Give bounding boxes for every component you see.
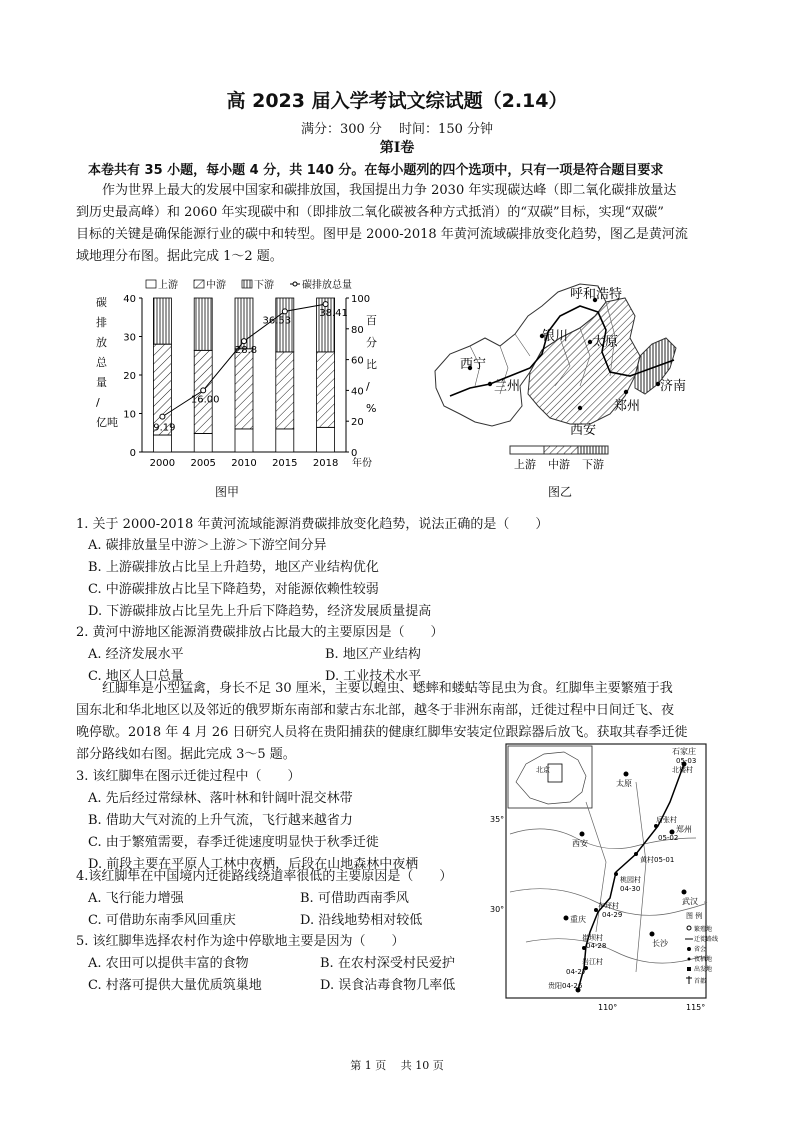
legend-label: 上游 (514, 458, 536, 471)
city-label: 太原 (592, 335, 619, 350)
legend-swatch (146, 280, 156, 288)
question-1 (76, 513, 548, 532)
total-emission-point (323, 302, 328, 307)
data-label: 16.00 (190, 394, 220, 406)
right-tick-label: 0 (351, 448, 358, 459)
legend-swatch (194, 280, 204, 288)
yellow-river-map (430, 276, 687, 476)
city-label: 呼和浩特 (570, 287, 623, 302)
place-label: 黄村05-01 (640, 856, 675, 864)
place-label: 04-28 (586, 942, 607, 950)
x-unit-label: 年份 (352, 458, 372, 469)
left-axis-label: 亿吨 (96, 416, 118, 429)
bar-segment-midstream (153, 344, 171, 435)
option: A. 碳排放量呈中游＞上游＞下游空间分异 (88, 538, 327, 553)
instructions: 本卷共有 35 小题，每小题 4 分，共 140 分。在每小题列的四个选项中，只有一项是符合题目要求 (88, 163, 664, 178)
data-label: 9.19 (153, 422, 176, 434)
right-tick-label: 40 (351, 386, 364, 398)
place-label: 武汉 (682, 897, 698, 906)
data-label: 38.41 (319, 308, 348, 320)
option: D. 前段主要在平原人工林中夜栖，后段在山地森林中夜栖 (88, 857, 419, 872)
place-label: 04-27 (566, 968, 587, 976)
passage-1-line: 作为世界上最大的发展中国家和碳排放国，我国提出力争 2030 年实现碳达峰（即二氧化碳排放量达 (102, 183, 677, 198)
x-tick-label: 2018 (312, 458, 339, 469)
right-tick-label: 80 (351, 324, 364, 336)
bar-segment-upstream (276, 429, 294, 452)
place-label: 重庆 (570, 915, 586, 924)
right-axis-label: % (366, 402, 377, 415)
page-footer: 第 1 页 共 10 页 (350, 1059, 444, 1072)
lat-label: 35° (490, 815, 505, 824)
city-label: 兰州 (494, 379, 521, 394)
place-label: 桃园村 (620, 876, 641, 884)
left-tick-label: 10 (123, 409, 136, 421)
volume-label: 第Ⅰ卷 (379, 140, 415, 156)
option: C. 村落可提供大量优质筑巢地 (88, 978, 262, 993)
option: B. 上游碳排放占比呈上升趋势，地区产业结构优化 (88, 560, 379, 575)
legend-label: 中游 (548, 458, 570, 471)
right-axis-label: 比 (366, 358, 377, 371)
inset-label: 北京 (536, 766, 550, 774)
question-stem: 4.该红脚隼在中国境内迁徙路线绕道率很低的主要原因是（ ） (76, 869, 453, 884)
bar-segment-upstream (317, 427, 335, 452)
migration-map (486, 742, 719, 1014)
question-stem: 3. 该红脚隼在图示迁徙过程中（ ） (76, 769, 301, 784)
left-axis-label: 量 (96, 376, 107, 389)
bar-segment-downstream (153, 298, 171, 344)
exam-title: 高 2023 届入学考试文综试题（2.14） (226, 90, 568, 112)
left-tick-label: 40 (123, 294, 136, 305)
city-label: 西宁 (460, 357, 487, 372)
legend-label: 碳排放总量 (302, 280, 352, 291)
place-label: 太原 (616, 779, 632, 788)
right-tick-label: 20 (351, 417, 364, 429)
place-label: 郑州 (676, 825, 692, 834)
passage-2-line: 部分路线如右图。据此完成 3～5 题。 (76, 747, 296, 762)
passage-1-line: 域地理分布图。据此完成 1～2 题。 (76, 249, 283, 264)
city-label: 济南 (660, 379, 687, 394)
question-stem: 5. 该红脚隼选择农村作为途中停歇地主要是因为（ ） (76, 934, 405, 949)
legend-label: 下游 (582, 458, 604, 471)
option: D. 沿线地势相对较低 (300, 913, 423, 928)
left-tick-label: 20 (123, 371, 136, 382)
legend-label: 下游 (254, 280, 274, 291)
option: B. 地区产业结构 (325, 647, 421, 662)
total-emission-point (242, 339, 247, 344)
passage-1 (76, 180, 726, 268)
legend-downstream-swatch (578, 446, 608, 454)
city-label: 西安 (570, 423, 597, 438)
x-tick-label: 2010 (231, 458, 257, 469)
map-legend-item: 省会 (694, 946, 707, 953)
legend-label: 上游 (158, 280, 178, 291)
option: C. 地区人口总量 (88, 669, 184, 684)
left-tick-label: 0 (129, 448, 136, 459)
legend-swatch (293, 282, 297, 286)
legend-swatch (242, 280, 252, 288)
place-label: 04-30 (620, 885, 641, 893)
lon-label: 110° (598, 1003, 618, 1012)
inset-map (508, 746, 592, 808)
bar-segment-midstream (235, 349, 253, 429)
map-legend-item: 迁徙路线 (694, 936, 719, 943)
option: A. 经济发展水平 (88, 647, 184, 662)
place-label: 贵阳04-26 (548, 982, 583, 990)
option: B. 在农村深受村民爱护 (320, 956, 455, 971)
bar-segment-downstream (194, 298, 212, 350)
x-tick-label: 2005 (190, 458, 216, 469)
place-label: 石家庄 (672, 747, 696, 756)
x-tick-label: 2015 (272, 458, 298, 469)
option: B. 借助大气对流的上升气流，飞行越来越省力 (88, 813, 353, 828)
left-axis-label: 放 (96, 336, 107, 349)
right-tick-label: 60 (351, 355, 364, 367)
option: A. 农田可以提供丰富的食物 (88, 956, 249, 971)
option: C. 中游碳排放占比呈下降趋势，对能源依赖性较弱 (88, 582, 379, 597)
bar-segment-midstream (317, 352, 335, 427)
bar-segment-upstream (153, 435, 171, 452)
total-emission-point (160, 414, 165, 419)
place-label: 岩江村 (582, 958, 603, 966)
place-label: 05-02 (658, 834, 679, 842)
total-emission-point (201, 388, 206, 393)
lon-label: 115° (686, 1003, 706, 1012)
place-label: 崔坝村 (582, 934, 603, 942)
option: D. 误食沾毒食物几率低 (320, 978, 456, 993)
map-legend-title: 图 例 (686, 912, 703, 920)
exam-subtitle: 满分：300 分 时间：150 分钟 (300, 122, 494, 137)
left-axis-label: 碳 (96, 296, 107, 309)
city-label: 银川 (542, 329, 569, 344)
left-axis-label: / (96, 396, 100, 409)
place-label: 西安 (572, 839, 588, 848)
total-emission-point (282, 309, 287, 314)
lat-label: 30° (490, 905, 505, 914)
right-axis-label: / (366, 380, 370, 393)
place-label: 长沙 (652, 939, 668, 948)
left-axis-label: 总 (96, 356, 107, 369)
option: A. 飞行能力增强 (88, 891, 184, 906)
figure-a-caption: 图甲 (215, 485, 240, 499)
place-label: 后张村 (656, 816, 677, 824)
map-legend-item: 繁殖地 (694, 926, 713, 933)
place-label: 北楼村 (672, 766, 693, 774)
map-legend-item: 首都 (694, 978, 707, 985)
right-axis-label: 分 (366, 336, 377, 349)
passage-1-line: 到历史最高峰）和 2060 年实现碳中和（即排放二氧化碳被各种方式抵消）的“双碳”目标，实现“双碳” (76, 205, 664, 220)
option: C. 可借助东南季风回重庆 (88, 913, 236, 928)
place-label: 05-03 (676, 757, 697, 765)
bar-segment-upstream (194, 434, 212, 452)
passage-1-line: 目标的关键是确保能源行业的碳中和转型。图甲是 2000-2018 年黄河流域碳排放变化趋势，图乙是黄河流 (76, 227, 688, 242)
right-tick-label: 100 (351, 294, 371, 305)
option: D. 工业技术水平 (325, 669, 422, 684)
option: C. 由于繁殖需要，春季迁徙速度明显快于秋季迁徙 (88, 835, 379, 850)
bar-segment-midstream (276, 352, 294, 429)
option: A. 先后经过常绿林、落叶林和针阔叶混交林带 (88, 791, 353, 806)
passage-2-line: 国东北和华北地区以及邻近的俄罗斯东南部和蒙古东北部，越冬于非洲东南部，迁徙过程中日间迁飞、夜 (76, 703, 675, 718)
passage-2-line: 晚停歇。2018 年 4 月 26 日研究人员将在贵阳捕获的健康红脚隼安装定位跟踪器后放飞。获取其春季迁徙 (76, 725, 688, 740)
map-legend-item: 出发地 (694, 966, 713, 973)
place-label: 04-29 (602, 911, 623, 919)
data-label: 36.53 (262, 315, 292, 327)
map-legend-item: 夜栖地 (694, 956, 713, 963)
figure-b-caption: 图乙 (548, 485, 573, 499)
right-axis-label: 百 (366, 314, 377, 327)
legend-midstream-swatch (544, 446, 578, 454)
left-axis-label: 排 (96, 316, 107, 329)
legend-upstream-swatch (510, 446, 544, 454)
x-tick-label: 2000 (149, 458, 176, 469)
bar-segment-upstream (235, 429, 253, 452)
question-stem: 2. 黄河中游地区能源消费碳排放占比最大的主要原因是（ ） (76, 625, 444, 640)
data-label: 28.8 (234, 345, 258, 357)
left-tick-label: 30 (123, 332, 136, 344)
passage-2-line: 红脚隼是小型猛禽，身长不足 30 厘米，主要以蝗虫、蟋蟀和蝼蛄等昆虫为食。红脚隼主要繁殖于我 (102, 681, 673, 696)
city-label: 郑州 (614, 399, 641, 414)
legend-label: 中游 (206, 280, 226, 291)
question-stem: 1. 关于 2000-2018 年黄河流域能源消费碳排放变化趋势，说法正确的是（ ） (76, 517, 549, 532)
option: D. 下游碳排放占比呈先上升后下降趋势，经济发展质量提高 (88, 604, 432, 619)
option: B. 可借助西南季风 (300, 891, 409, 906)
carbon-chart (84, 272, 384, 472)
place-label: 车坪村 (598, 902, 619, 910)
